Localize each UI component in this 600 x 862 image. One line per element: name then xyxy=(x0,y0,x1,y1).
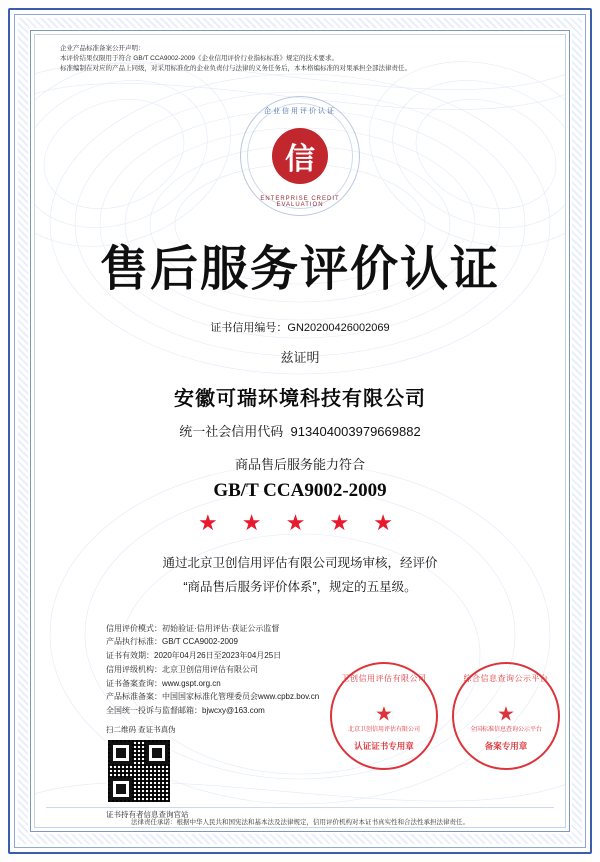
certificate-number-value: GN20200426002069 xyxy=(287,322,390,335)
conformance-text: 商品售后服务能力符合 xyxy=(234,457,365,473)
stamp-credit-agency-line1: 北京卫创信用评估有限公司 xyxy=(347,727,420,733)
detail-standard-filing: 产品标准备案：中国国家标准化管理委员会www.cpbz.bov.cn xyxy=(106,692,320,702)
uscc-label: 统一社会信用代码 xyxy=(179,424,284,440)
detail-product-standard: 产品执行标准：GB/T CCA9002-2009 xyxy=(106,637,238,647)
detail-validity-period: 证书有效期：2020年04月26日至2023年04月25日 xyxy=(106,651,282,661)
emblem-center-seal: 信 xyxy=(272,128,328,184)
emblem-arc-bottom-text: ENTERPRISE CREDIT EVALUATION xyxy=(260,196,340,209)
five-star-rating: ★ ★ ★ ★ ★ xyxy=(197,510,403,536)
detail-verification-site: 证书备案查询：www.gspt.org.cn xyxy=(106,678,221,688)
qr-code-label: 扫二维码 查证书真伪 xyxy=(106,724,176,734)
footer-divider xyxy=(46,807,554,808)
standard-code: GB/T CCA9002-2009 xyxy=(213,480,387,502)
uscc-value: 913404003979669882 xyxy=(290,424,421,440)
description-line-2: “商品售后服务评价体系”，规定的五星级。 xyxy=(183,579,417,594)
qr-finder-top-left xyxy=(110,742,132,764)
stamp-star-icon: ★ xyxy=(497,703,515,726)
stamp-credit-agency xyxy=(330,662,438,770)
qr-code-caption: 证书持有者信息查询官站 xyxy=(106,809,189,819)
official-stamps xyxy=(330,662,560,770)
detail-evaluation-mode: 信用评价模式：初始验证·信用评估·获证公示监督 xyxy=(106,623,280,633)
unified-social-credit-code-row xyxy=(60,421,540,440)
company-name: 安徽可瑞环境科技有限公司 xyxy=(174,388,426,411)
top-notice-line-2: 本评价结果仅限用于符合 GB/T CCA9002-2009《企业信用评价行业指标标准》规定的技术要求。 xyxy=(60,55,338,63)
stamp-filing-platform xyxy=(452,662,560,770)
detail-complaint-email: 全国统一投诉与监督邮箱：bjwcxy@163.com xyxy=(106,706,265,716)
certificate-title: 售后服务评价认证 xyxy=(99,243,500,297)
qr-code-image[interactable] xyxy=(106,738,172,804)
stamp-star-icon: ★ xyxy=(375,703,393,726)
top-notice xyxy=(60,44,540,74)
description-line-1: 通过北京卫创信用评估有限公司现场审核，经评价 xyxy=(162,556,438,571)
qr-finder-bottom-left xyxy=(110,778,132,800)
stamp-credit-agency-arc: 卫创信用评估有限公司 xyxy=(341,674,427,683)
stamp-filing-platform-line1: 全国标准信息查询公示平台 xyxy=(469,727,542,733)
stamp-credit-agency-line2: 认证证书专用章 xyxy=(354,741,414,751)
stamp-filing-platform-line2: 备案专用章 xyxy=(484,741,528,751)
emblem-arc-top-text: 企业信用评价认证 xyxy=(264,108,336,116)
certificate-number-label: 证书信用编号： xyxy=(210,322,288,335)
detail-rating-agency: 信用评级机构：北京卫创信用评估有限公司 xyxy=(106,664,258,674)
hereby-certify-text: 兹证明 xyxy=(280,350,320,366)
certificate-number-row xyxy=(60,319,540,335)
qr-finder-top-right xyxy=(146,742,168,764)
footer-legal-notice: 法律责任承诺：根据中华人民共和国宪法和基本法及法律规定，信用评价机构对本证书真实性和合法性承担法律责任。 xyxy=(131,819,469,826)
description-block xyxy=(60,552,540,600)
stamp-filing-platform-arc: 综合信息查询公示平台 xyxy=(463,674,549,683)
top-notice-line-1: 企业产品标准备案公开声明： xyxy=(60,45,145,52)
top-notice-line-3: 标准编制在对应的产品上同级，对采用标准化的企业负责付与法律的义务任务后，本本格编标准的对果承担全部法律责任。 xyxy=(60,65,411,73)
credit-evaluation-emblem-icon xyxy=(240,96,360,216)
